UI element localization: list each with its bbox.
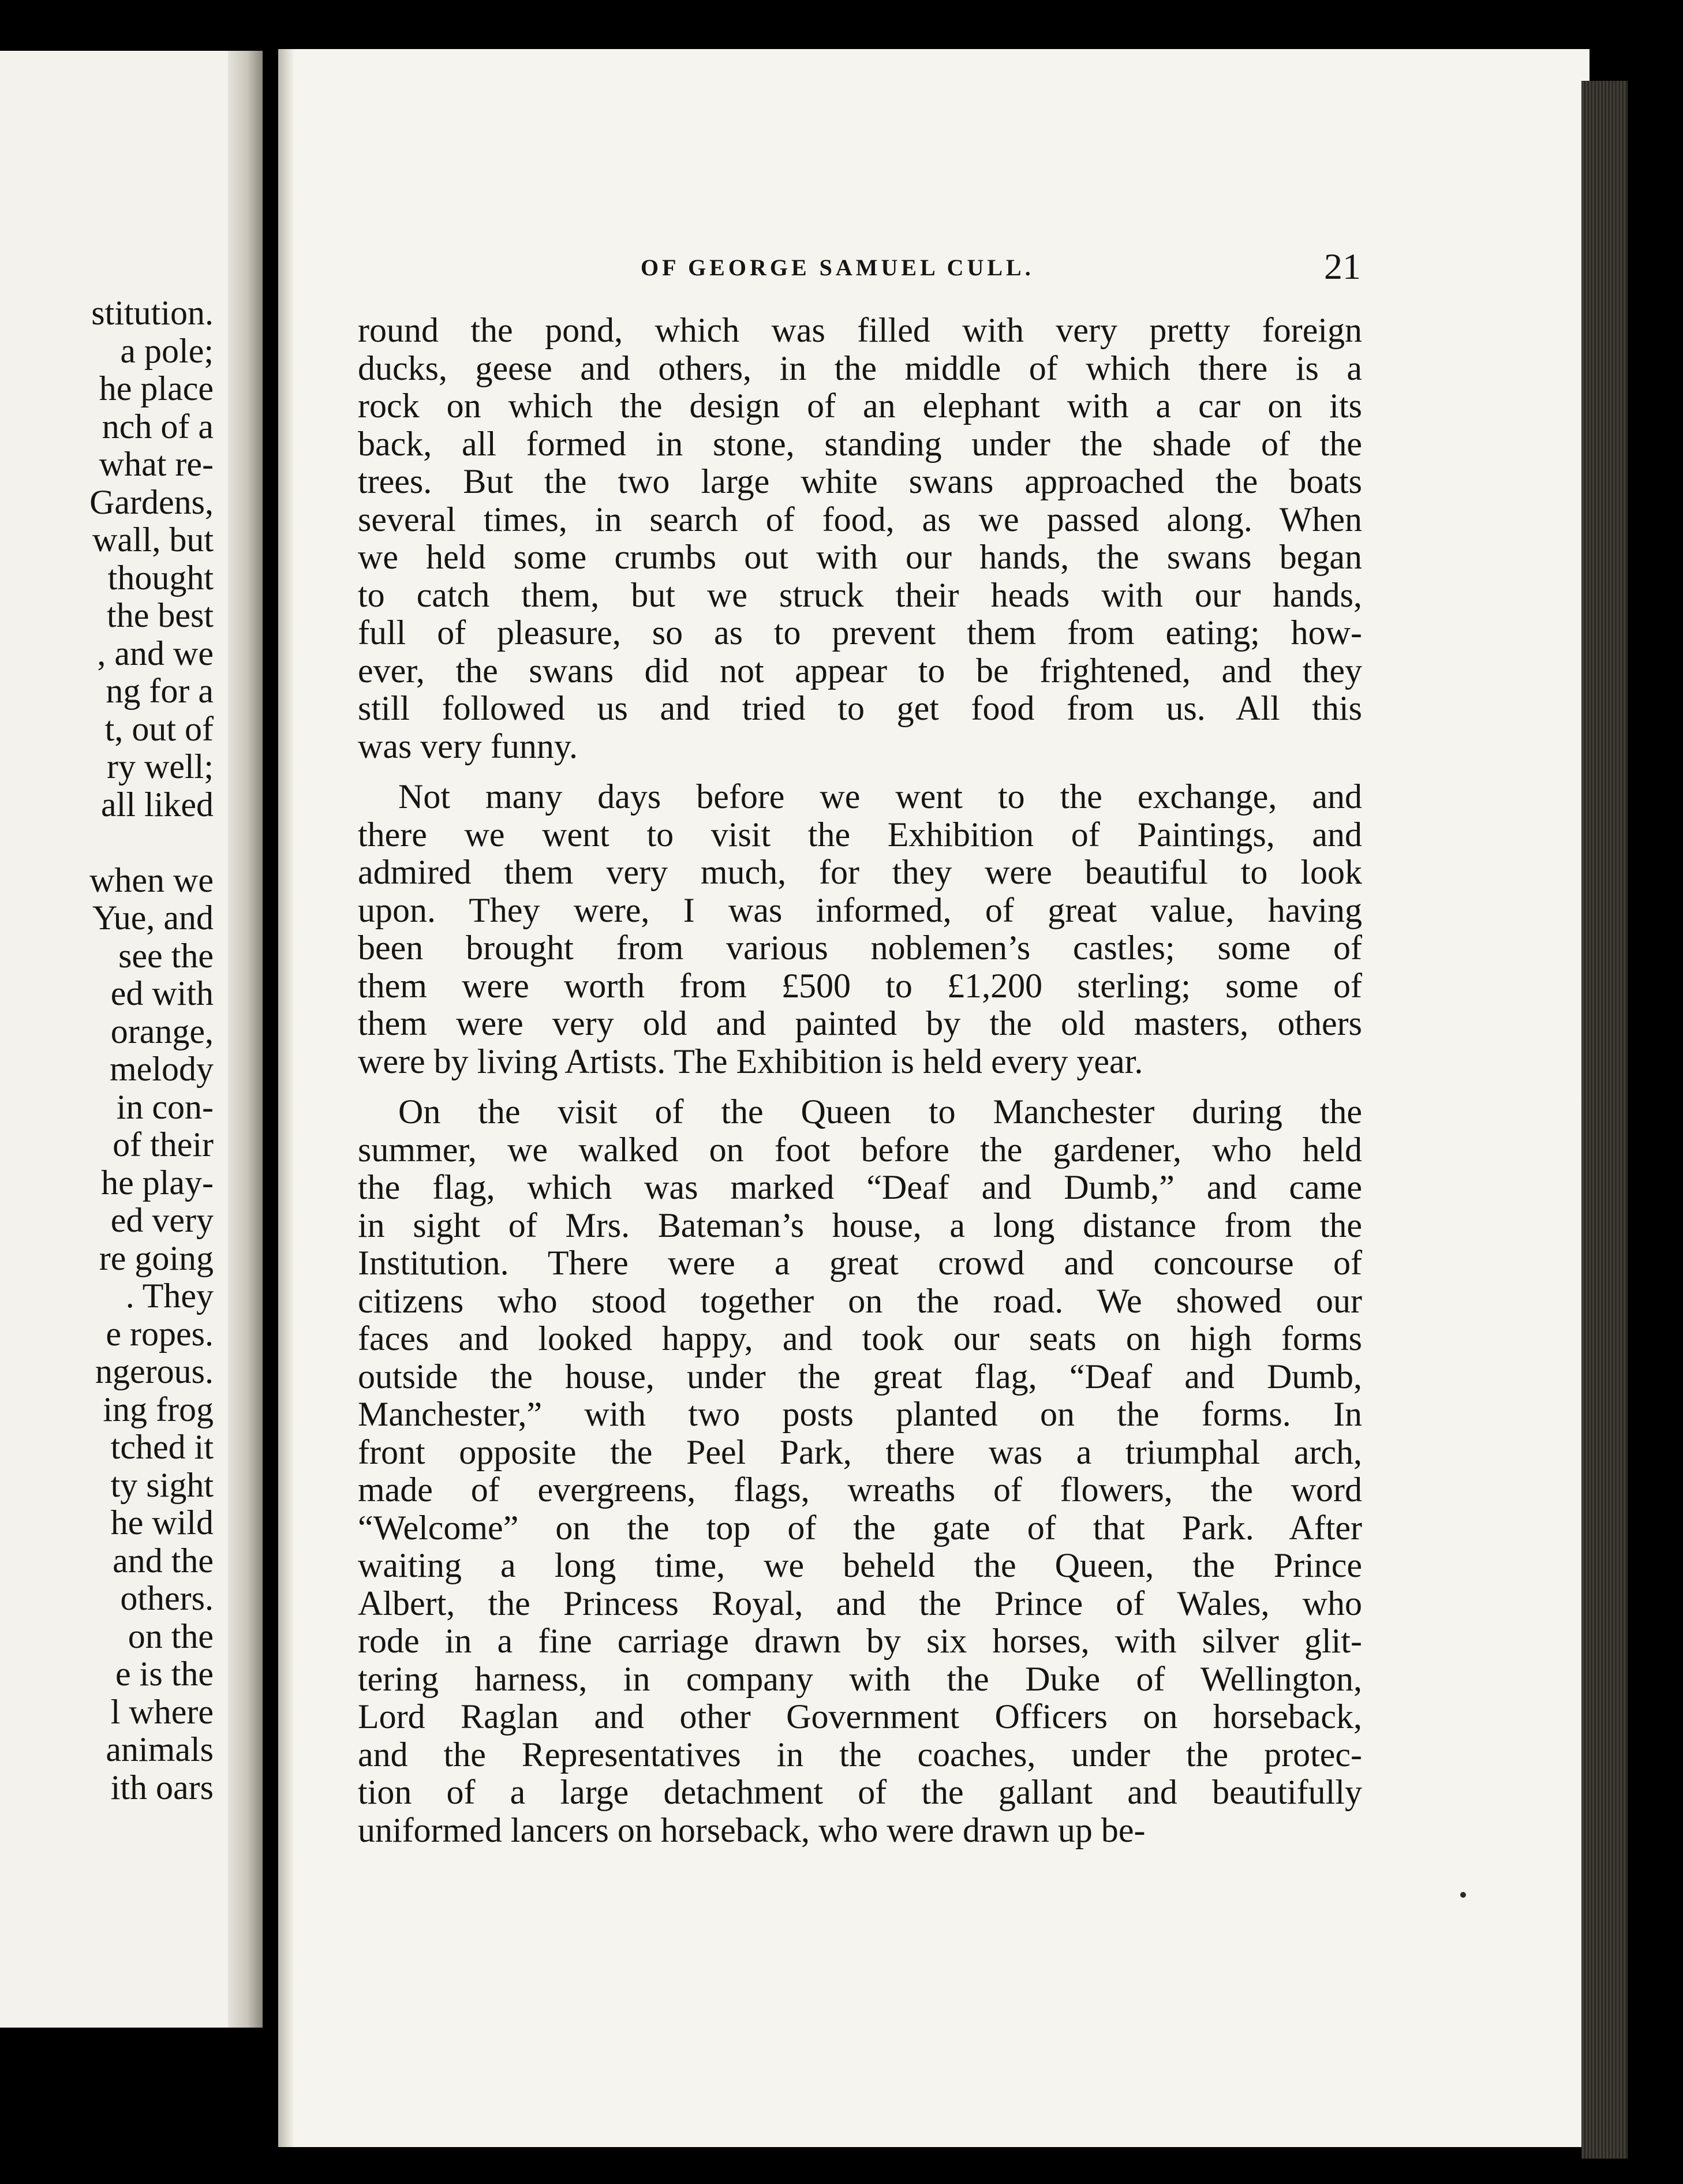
text-line: tion of a large detachment of the gallant and beautifully <box>358 1773 1362 1811</box>
left-fragment-line: , and we <box>97 634 214 672</box>
left-fragment-line: . They <box>125 1277 214 1315</box>
text-line: outside the house, under the great flag, “Deaf and Dumb, <box>358 1357 1362 1396</box>
text-line: Not many days before we went to the exchange, and <box>398 777 1362 816</box>
left-fragment-line: see the <box>118 936 214 975</box>
paragraph-1 <box>358 312 1362 765</box>
text-line: tering harness, in company with the Duke of Wellington, <box>358 1659 1362 1698</box>
left-page-gutter-shadow <box>228 51 263 2028</box>
text-line: Institution. There were a great crowd and concourse of <box>358 1244 1362 1282</box>
left-fragment-line: he wild <box>110 1504 214 1542</box>
text-line: Lord Raglan and other Government Officers on horseback, <box>358 1697 1362 1736</box>
left-fragment-line: Gardens, <box>89 483 214 521</box>
left-fragment-line: t, out of <box>104 709 214 748</box>
left-fragment-line: Yue, and <box>92 899 214 937</box>
left-fragment-line: re going <box>99 1239 214 1277</box>
left-fragment-line: ty sight <box>110 1465 214 1504</box>
left-fragment-line: ry well; <box>107 747 214 786</box>
text-line: ever, the swans did not appear to be frightened, and they <box>358 651 1362 690</box>
text-line: round the pond, which was filled with very pretty foreign <box>358 311 1362 349</box>
left-fragment-line: on the <box>128 1617 214 1655</box>
text-line: there we went to visit the Exhibition of Paintings, and <box>358 815 1362 854</box>
text-line: the flag, which was marked “Deaf and Dumb,” and came <box>358 1168 1362 1206</box>
left-fragment-line: all liked <box>101 785 214 824</box>
text-line: several times, in search of food, as we passed along. When <box>358 500 1362 538</box>
print-speck <box>1460 1892 1466 1898</box>
paragraph-3 <box>358 1093 1362 1849</box>
left-fragment-line: nch of a <box>102 407 214 446</box>
text-line: On the visit of the Queen to Manchester during the <box>398 1093 1362 1131</box>
text-line: full of pleasure, so as to prevent them from eating; how- <box>358 614 1362 652</box>
left-fragment-line: of their <box>113 1125 214 1164</box>
left-fragment-line: he place <box>99 369 214 407</box>
left-fragment-line: ith oars <box>110 1768 214 1807</box>
left-fragment-line: ed with <box>110 974 214 1012</box>
text-line: citizens who stood together on the road. We showed our <box>358 1281 1362 1320</box>
left-fragment-line: ed very <box>110 1201 214 1239</box>
text-line: trees. But the two large white swans approached the boats <box>358 462 1362 500</box>
left-fragment-line: thought <box>107 558 214 597</box>
left-fragment-line: stitution. <box>91 294 214 332</box>
text-line: Albert, the Princess Royal, and the Prince of Wales, who <box>358 1584 1362 1622</box>
text-line: back, all formed in stone, standing under the shade of the <box>358 424 1362 463</box>
text-line: uniformed lancers on horseback, who were drawn up be- <box>358 1811 1146 1849</box>
left-fragment-line: wall, but <box>92 521 214 559</box>
text-line: ducks, geese and others, in the middle of which there is a <box>358 349 1362 387</box>
text-line: them were worth from £500 to £1,200 sterling; some of <box>358 966 1362 1005</box>
text-line: were by living Artists. The Exhibition is held every year. <box>358 1042 1143 1080</box>
left-fragment-line: l where <box>110 1692 214 1731</box>
left-fragment-line: e ropes. <box>106 1314 214 1353</box>
text-line: we held some crumbs out with our hands, the swans began <box>358 538 1362 576</box>
text-line: front opposite the Peel Park, there was a triumphal arch, <box>358 1433 1362 1471</box>
text-line: faces and looked happy, and took our seats on high forms <box>358 1319 1362 1357</box>
left-fragment-line: ing frog <box>103 1390 214 1428</box>
right-page-gutter-shadow <box>278 49 294 2147</box>
text-line: still followed us and tried to get food from us. All this <box>358 689 1362 727</box>
paragraph-2 <box>358 778 1362 1080</box>
page-edges <box>1581 81 1628 2159</box>
left-fragment-line: in con- <box>116 1087 214 1126</box>
left-fragment-line: e is the <box>115 1655 214 1693</box>
left-fragment-line: animals <box>106 1730 214 1768</box>
text-line: and the Representatives in the coaches, under the protec- <box>358 1735 1362 1774</box>
text-line: rode in a fine carriage drawn by six horses, with silver glit- <box>358 1622 1362 1660</box>
left-fragment-line: when we <box>89 861 214 899</box>
left-fragment-line: melody <box>110 1050 214 1088</box>
text-line: “Welcome” on the top of the gate of that Park. After <box>358 1508 1362 1547</box>
text-line: them were very old and painted by the old masters, others <box>358 1004 1362 1042</box>
left-fragment-line: orange, <box>110 1012 214 1050</box>
text-line: in sight of Mrs. Bateman’s house, a long distance from the <box>358 1206 1362 1244</box>
running-header: OF GEORGE SAMUEL CULL. <box>641 255 1034 281</box>
text-line: Manchester,” with two posts planted on the forms. In <box>358 1395 1362 1433</box>
left-fragment-line: a pole; <box>120 331 214 370</box>
text-line: upon. They were, I was informed, of great value, having <box>358 891 1362 929</box>
left-fragment-line: tched it <box>110 1428 214 1466</box>
left-fragment-line: the best <box>107 596 214 634</box>
text-line: been brought from various noblemen’s castles; some of <box>358 929 1362 967</box>
text-line: admired them very much, for they were beautiful to look <box>358 853 1362 891</box>
left-page-text-fragments <box>0 294 214 1807</box>
body-text <box>358 312 1362 1849</box>
left-fragment-line: others. <box>120 1579 214 1617</box>
text-line: rock on which the design of an elephant with a car on its <box>358 387 1362 425</box>
left-fragment-line: what re- <box>99 445 214 483</box>
left-fragment-line: and the <box>113 1541 214 1580</box>
text-line: summer, we walked on foot before the gardener, who held <box>358 1130 1362 1169</box>
left-fragment-line: ngerous. <box>95 1352 214 1390</box>
text-line: to catch them, but we struck their heads with our hands, <box>358 575 1362 614</box>
text-line: was very funny. <box>358 727 578 765</box>
left-fragment-line: ng for a <box>106 672 214 710</box>
text-line: waiting a long time, we beheld the Queen, the Prince <box>358 1546 1362 1584</box>
left-fragment-line <box>0 824 214 862</box>
text-line: made of evergreens, flags, wreaths of flowers, the word <box>358 1471 1362 1509</box>
left-fragment-line: he play- <box>101 1163 214 1202</box>
page-number: 21 <box>1324 246 1361 287</box>
